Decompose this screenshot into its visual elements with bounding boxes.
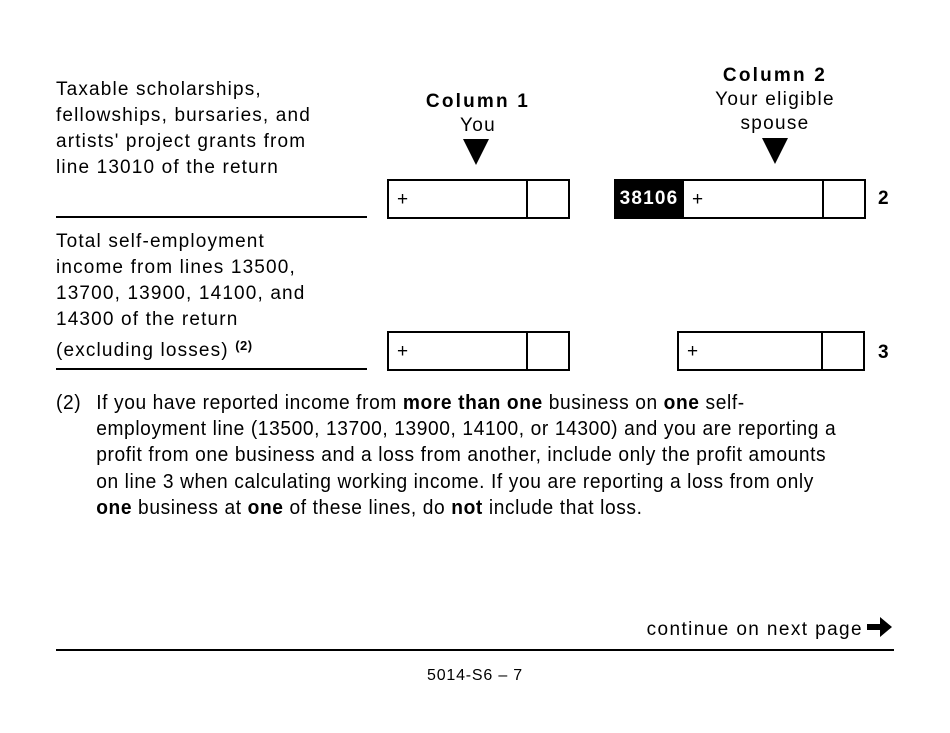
footnote-text: include that loss. [482, 495, 643, 519]
footnote-2-reference: (2) [235, 338, 253, 353]
plus-sign: + [397, 189, 409, 210]
line-2-column-1-cents-field[interactable] [526, 181, 568, 217]
line-number-2: 2 [878, 188, 889, 209]
line-3-divider [56, 368, 367, 370]
column-1-header [398, 90, 558, 138]
footnote-text: If you have reported income from [96, 391, 403, 414]
plus-sign: + [397, 341, 409, 362]
line-3-column-1-cents-field[interactable] [526, 333, 568, 369]
line-2-divider [56, 216, 367, 218]
column-2-subtitle-line-2: spouse [740, 113, 810, 134]
line-3-column-2-amount-field[interactable] [677, 331, 865, 371]
line-3-label-text: 14300 of the return [56, 309, 239, 330]
line-2-label-text: Taxable scholarships, [56, 79, 262, 100]
footnote-text: business on [542, 391, 664, 414]
line-2-column-2-code: 38106 [614, 179, 684, 219]
line-2-column-1-amount-field[interactable] [387, 179, 570, 219]
footnote-emphasis: more than one [402, 391, 543, 414]
line-3-label-text: income from lines 13500, [56, 257, 296, 278]
footnote-text: business at [132, 495, 248, 519]
column-1-title: Column 1 [425, 91, 531, 112]
footnote-2-marker: (2) [56, 391, 82, 414]
footnote-emphasis: one [663, 391, 700, 414]
footnote-text: self-employment line (13500, 13700, 13900, 14100, or 14300) and you are reporting a profit from one business and a loss from another, include only the profit amounts on line 3 when calculating working income. If you are reporting a loss from only [96, 391, 837, 493]
page-bottom-divider [56, 649, 894, 651]
column-1-subtitle: You [460, 115, 496, 136]
line-2-label-text: artists' project grants from [56, 131, 307, 152]
line-2-label-text: fellowships, bursaries, and [56, 105, 311, 126]
line-3-column-2-cents-field[interactable] [821, 333, 863, 369]
line-3-label-text: (excluding losses) [56, 340, 229, 361]
footnote-emphasis: one [96, 495, 133, 519]
line-3-label-text: 13700, 13900, 14100, and [56, 283, 306, 304]
footnote-emphasis: not [451, 495, 483, 519]
column-1-down-arrow-icon [463, 139, 489, 165]
footnote-2 [56, 390, 851, 521]
line-2-column-2-amount-field[interactable] [682, 179, 866, 219]
column-2-title: Column 2 [722, 65, 828, 86]
plus-sign: + [687, 341, 699, 362]
line-3-label [56, 229, 305, 364]
plus-sign: + [692, 189, 704, 210]
line-3-column-1-amount-field[interactable] [387, 331, 570, 371]
footnote-emphasis: one [247, 495, 284, 519]
right-arrow-icon [867, 616, 893, 644]
line-2-label-text: line 13010 of the return [56, 157, 280, 178]
continue-on-next-page [647, 616, 893, 644]
line-3-label-text: Total self-employment [56, 231, 265, 252]
footnote-text: of these lines, do [283, 495, 452, 519]
page-footer-label: 5014-S6 – 7 [427, 667, 523, 684]
line-2-label [56, 77, 311, 181]
column-2-subtitle-line-1: Your eligible [715, 89, 835, 110]
column-2-header [680, 64, 870, 136]
column-2-down-arrow-icon [762, 138, 788, 164]
footnote-2-text [96, 390, 851, 521]
line-number-3: 3 [878, 342, 889, 363]
line-2-column-2-cents-field[interactable] [822, 181, 864, 217]
continue-text: continue on next page [646, 619, 863, 640]
